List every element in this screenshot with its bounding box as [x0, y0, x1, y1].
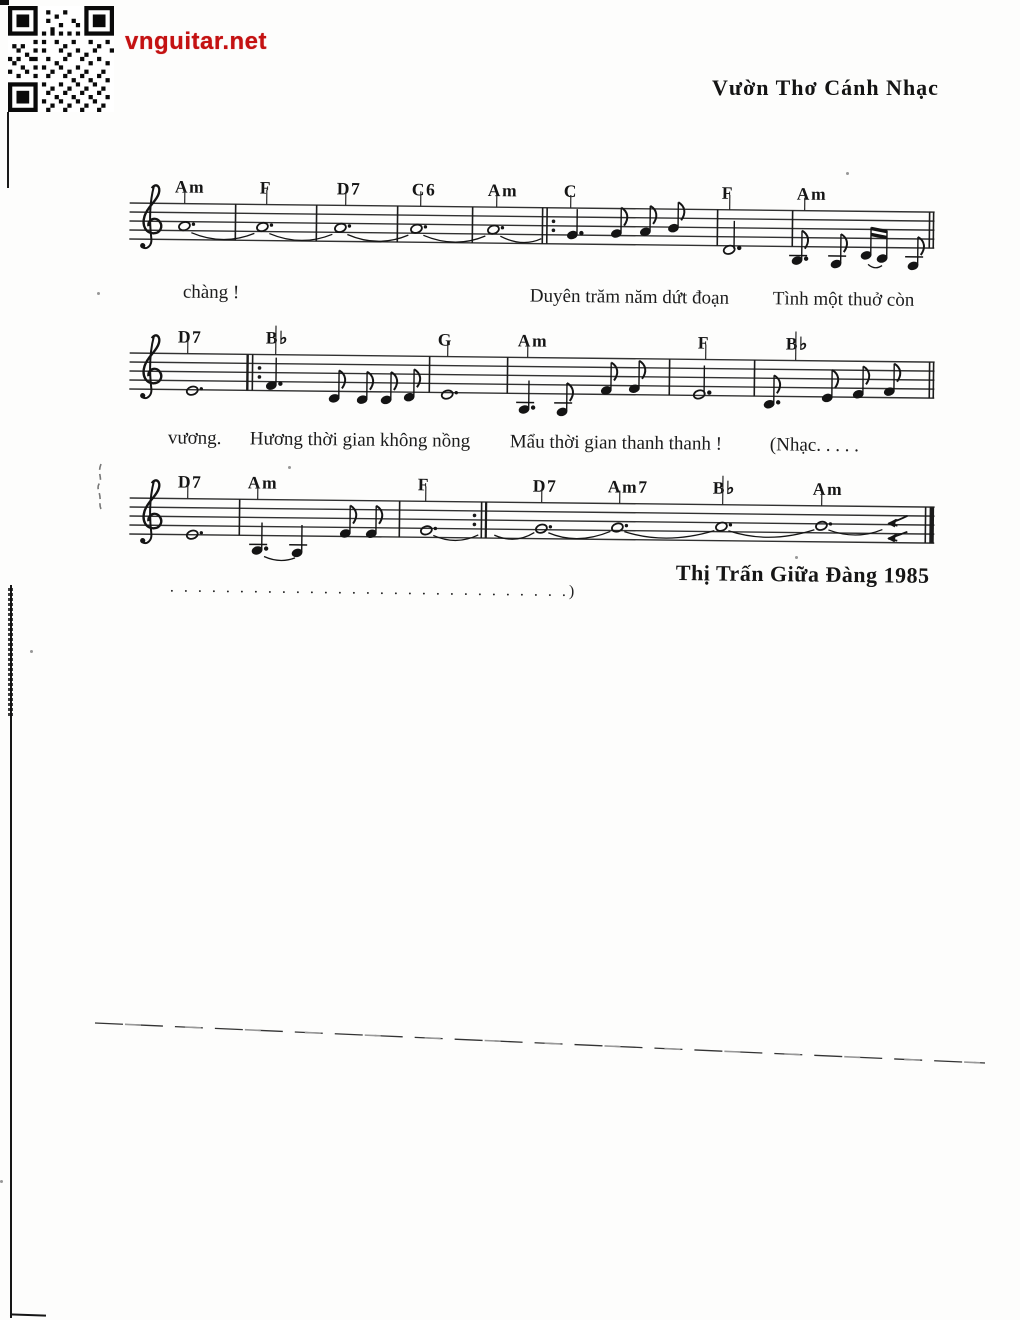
- chord-label: Am: [796, 183, 828, 204]
- chord-label: G: [437, 329, 454, 350]
- lyric-phrase: Mẩu thời gian thanh thanh !: [509, 431, 723, 455]
- credit-text: Thị Trấn Giữa Đàng 1985: [675, 560, 930, 588]
- chord-label: F: [417, 474, 431, 495]
- chord-label: Am: [812, 478, 844, 500]
- lyric-phrase: Tình một thuở còn: [772, 288, 915, 311]
- scan-speck: [846, 172, 849, 175]
- scan-speck: [97, 292, 100, 295]
- scan-speck: [795, 556, 798, 559]
- scan-streak-diagonal: [90, 1015, 995, 1075]
- chord-label: Am7: [607, 476, 649, 497]
- chord-label: C: [563, 180, 579, 202]
- chord-label: B♭: [712, 477, 737, 498]
- chord-label: Am: [247, 472, 279, 493]
- chord-label: Am: [174, 176, 206, 197]
- scan-edge-rough-band: [8, 588, 13, 716]
- chord-label: Am: [487, 180, 519, 201]
- chord-label: D7: [336, 178, 362, 199]
- scan-speck: [30, 650, 33, 653]
- chord-label: B♭: [265, 327, 290, 348]
- page-header-title: Vườn Thơ Cánh Nhạc: [712, 75, 939, 100]
- chord-label: Am: [517, 330, 549, 351]
- pencil-mark: [92, 462, 110, 512]
- chord-label: D7: [177, 471, 203, 492]
- scan-speck: [0, 1180, 3, 1183]
- chord-label: B♭: [785, 333, 810, 354]
- chord-label: F: [259, 177, 273, 198]
- scan-edge-hook: [10, 1313, 46, 1316]
- scan-corner-mark: [0, 0, 9, 5]
- lyric-phrase: Duyên trăm năm dứt đoạn: [529, 285, 730, 309]
- lyric-phrase: chàng !: [182, 281, 240, 304]
- chord-label: D7: [532, 475, 558, 496]
- lyric-phrase: (Nhạc. . . . .: [769, 434, 860, 457]
- chord-label: F: [721, 182, 735, 203]
- qr-code: [8, 6, 114, 112]
- site-watermark: vnguitar.net: [125, 28, 268, 55]
- lyric-phrase: vương.: [167, 427, 222, 450]
- lyric-phrase: Hương thời gian không nồng: [249, 428, 471, 452]
- scan-speck: [288, 466, 291, 469]
- chord-label: D7: [177, 326, 203, 347]
- chord-label: C6: [411, 179, 437, 200]
- scan-line-top-left: [7, 112, 9, 188]
- continuation-dots: . . . . . . . . . . . . . . . . . . . . . . . . . . . . .): [169, 578, 578, 601]
- chord-label: F: [697, 332, 711, 353]
